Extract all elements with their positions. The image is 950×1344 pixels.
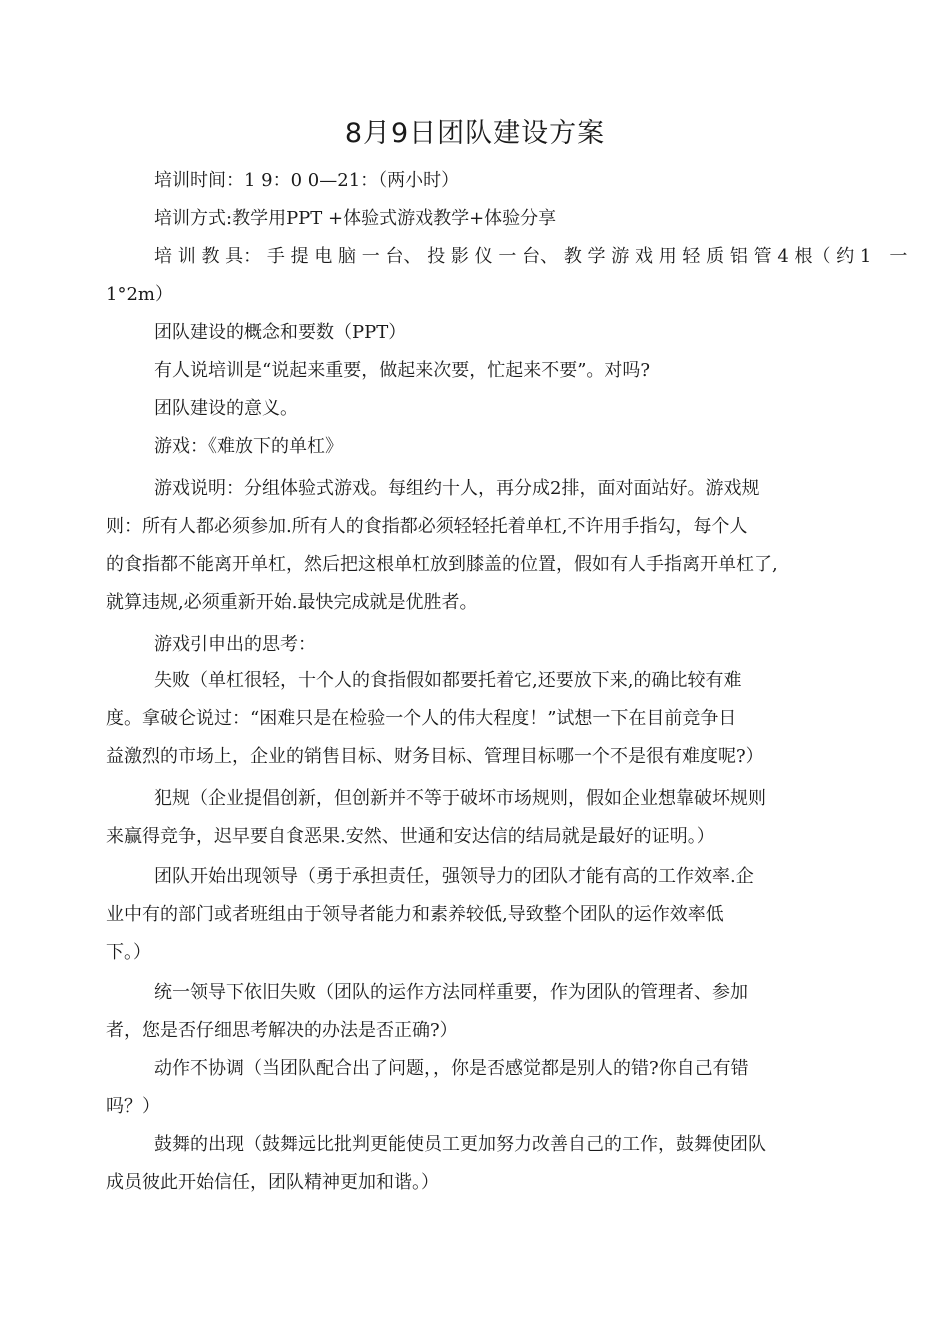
paragraph-line: 团队建设的意义。 [154,398,298,419]
reflection-line: 犯规（企业提倡创新，但创新并不等于破坏市场规则，假如企业想靠破坏规则 [154,788,766,809]
game-rules-line: 则：所有人都必须参加.所有人的食指都必须轻轻托着单杠,不许用手指勾，每个人 [106,516,748,537]
training-method-line: 培训方式:教学用PPT +体验式游戏教学+体验分享 [154,208,557,229]
reflection-line: 益激烈的市场上，企业的销售目标、财务目标、管理目标哪一个不是很有难度呢?） [106,746,764,767]
reflection-line: 鼓舞的出现（鼓舞远比批判更能使员工更加努力改善自己的工作，鼓舞使团队 [154,1134,766,1155]
reflection-heading: 游戏引申出的思考： [154,634,316,655]
reflection-line: 者，您是否仔细思考解决的办法是否正确?） [106,1020,458,1041]
training-tools-line: 培 训 教 具： 手 提 电 脑 一 台、 投 影 仪 一 台、 教 学 游 戏 用 轻 质 铝 管 4 根（ 约 1 一 [154,246,908,267]
page-title: 8月9日团队建设方案 [344,118,606,149]
reflection-line: 团队开始出现领导（勇于承担责任，强领导力的团队才能有高的工作效率.企 [154,866,754,887]
game-rules-line: 游戏说明：分组体验式游戏。每组约十人，再分成2排，面对面站好。游戏规 [154,478,760,499]
game-rules-line: 就算违规,必须重新开始.最快完成就是优胜者。 [106,592,478,613]
reflection-line: 业中有的部门或者班组由于领导者能力和素养较低,导致整个团队的运作效率低 [106,904,724,925]
reflection-line: 度。拿破仑说过：“困难只是在检验一个人的伟大程度！”试想一下在目前竞争日 [106,708,737,729]
paragraph-line: 团队建设的概念和要数（PPT） [154,322,407,343]
reflection-line: 统一领导下依旧失败（团队的运作方法同样重要，作为团队的管理者、参加 [154,982,748,1003]
reflection-line: 成员彼此开始信任，团队精神更加和谐。） [106,1172,439,1193]
game-title-line: 游戏：《难放下的单杠》 [154,436,343,457]
training-time-line: 培训时间：1 9：0 0—21：（两小时） [154,170,460,191]
reflection-line: 动作不协调（当团队配合出了问题，，你是否感觉都是别人的错?你自己有错 [154,1058,749,1079]
reflection-line: 吗？） [106,1096,160,1117]
reflection-line: 失败（单杠很轻，十个人的食指假如都要托着它,还要放下来,的确比较有难 [154,670,742,691]
reflection-line: 下。） [106,942,151,963]
reflection-line: 来赢得竞争，迟早要自食恶果.安然、世通和安达信的结局就是最好的证明。） [106,826,715,847]
game-rules-line: 的食指都不能离开单杠，然后把这根单杠放到膝盖的位置，假如有人手指离开单杠了, [106,554,778,575]
training-tools-line-2: 1°2m） [106,284,173,305]
paragraph-line: 有人说培训是“说起来重要，做起来次要，忙起来不要”。对吗? [154,360,651,381]
